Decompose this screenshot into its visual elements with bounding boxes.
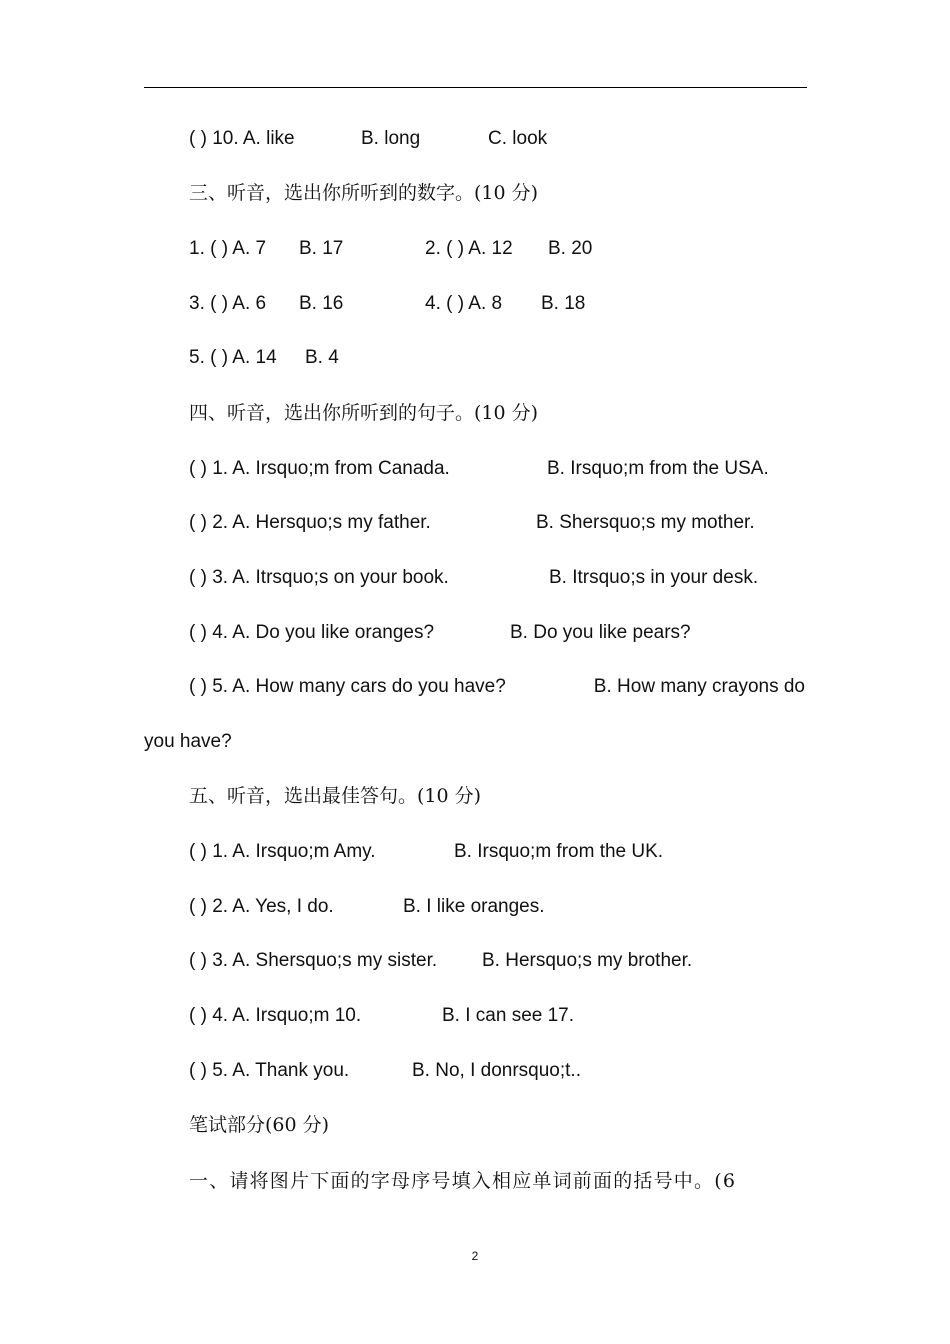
section3-title: 三、听音，选出你所听到的数字。(10 分) — [189, 182, 539, 204]
sec3-item1: 1. ( ) A. 7 — [189, 238, 267, 259]
sec4-item4-a: ( ) 4. A. Do you like oranges? — [189, 622, 435, 643]
sec4-item5-continuation: you have? — [144, 731, 232, 752]
q10-option-b: B. long — [361, 128, 421, 149]
sec5-item4-b: B. I can see 17. — [442, 1005, 575, 1026]
sec4-item5-a: ( ) 5. A. How many cars do you have? — [189, 676, 506, 697]
q10-option-c: C. look — [488, 128, 548, 149]
sec4-item2-a: ( ) 2. A. Hersquo;s my father. — [189, 512, 431, 533]
sec3-item5-b: B. 4 — [305, 347, 339, 368]
sec3-item1-b: B. 17 — [299, 238, 344, 259]
sec3-item2-b: B. 20 — [548, 238, 593, 259]
written-section-title: 笔试部分(60 分) — [189, 1114, 330, 1136]
sec5-item1-b: B. Irsquo;m from the UK. — [454, 841, 664, 862]
section4-title: 四、听音，选出你所听到的句子。(10 分) — [189, 402, 539, 424]
sec5-item4-a: ( ) 4. A. Irsquo;m 10. — [189, 1005, 362, 1026]
sec5-item5-a: ( ) 5. A. Thank you. — [189, 1060, 350, 1081]
sec3-item3: 3. ( ) A. 6 — [189, 293, 267, 314]
sec5-item2-b: B. I like oranges. — [403, 896, 545, 917]
sec4-item5 — [189, 676, 805, 698]
sec5-item5-b: B. No, I donrsquo;t.. — [412, 1060, 581, 1081]
sec3-item2: 2. ( ) A. 12 — [425, 238, 513, 259]
written-question1: 一、请将图片下面的字母序号填入相应单词前面的括号中。(6 — [189, 1170, 737, 1192]
sec4-item1-b: B. Irsquo;m from the USA. — [547, 458, 769, 479]
sec4-item4-b: B. Do you like pears? — [510, 622, 691, 643]
sec5-item1-a: ( ) 1. A. Irsquo;m Amy. — [189, 841, 376, 862]
sec4-item3-a: ( ) 3. A. Itrsquo;s on your book. — [189, 567, 449, 588]
sec4-item2-b: B. Shersquo;s my mother. — [536, 512, 755, 533]
sec3-item5: 5. ( ) A. 14 — [189, 347, 277, 368]
sec4-item3-b: B. Itrsquo;s in your desk. — [549, 567, 759, 588]
sec5-item2-a: ( ) 2. A. Yes, I do. — [189, 896, 334, 917]
sec4-item5-b: B. How many crayons do — [593, 676, 805, 697]
section5-title: 五、听音，选出最佳答句。(10 分) — [189, 785, 482, 807]
q10-paren-num: ( ) 10. A. like — [189, 128, 295, 149]
sec4-item1-a: ( ) 1. A. Irsquo;m from Canada. — [189, 458, 450, 479]
sec3-item3-b: B. 16 — [299, 293, 344, 314]
sec5-item3-b: B. Hersquo;s my brother. — [482, 950, 693, 971]
sec3-item4: 4. ( ) A. 8 — [425, 293, 503, 314]
page-number: 2 — [471, 1249, 479, 1263]
sec5-item3-a: ( ) 3. A. Shersquo;s my sister. — [189, 950, 438, 971]
header-rule — [144, 87, 807, 88]
sec3-item4-b: B. 18 — [541, 293, 586, 314]
